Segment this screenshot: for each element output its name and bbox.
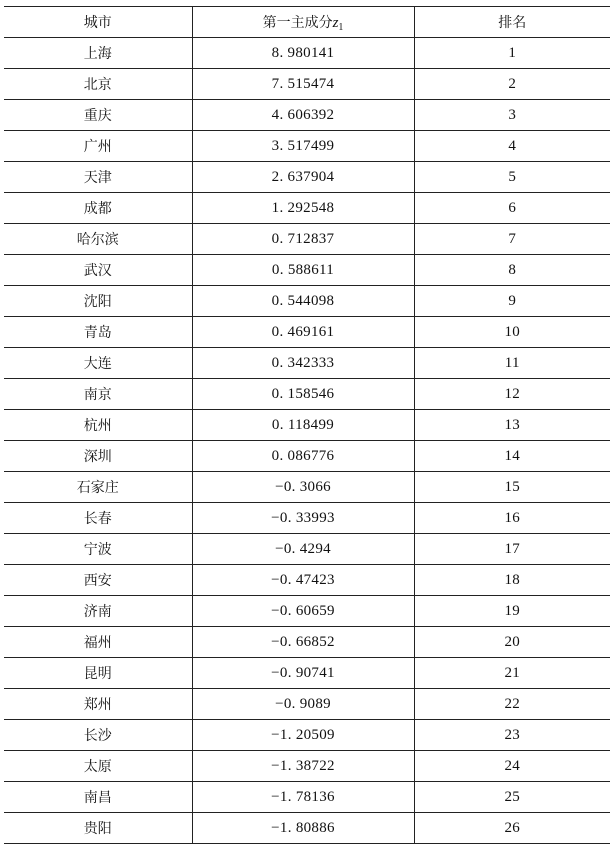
rank-cell: 25 (414, 782, 610, 813)
rank-cell: 3 (414, 100, 610, 131)
city-cell: 武汉 (4, 255, 192, 286)
rank-cell: 18 (414, 565, 610, 596)
table-row (4, 224, 610, 255)
score-cell: 0. 469161 (192, 317, 414, 348)
rank-cell: 13 (414, 410, 610, 441)
rank-cell: 22 (414, 689, 610, 720)
city-cell: 沈阳 (4, 286, 192, 317)
score-cell: 4. 606392 (192, 100, 414, 131)
table-row (4, 255, 610, 286)
score-cell: 3. 517499 (192, 131, 414, 162)
city-cell: 天津 (4, 162, 192, 193)
city-ranking-table (4, 6, 610, 844)
rank-cell: 19 (414, 596, 610, 627)
table-row (4, 162, 610, 193)
rank-cell: 24 (414, 751, 610, 782)
city-cell: 南昌 (4, 782, 192, 813)
city-cell: 太原 (4, 751, 192, 782)
city-cell: 济南 (4, 596, 192, 627)
rank-cell: 20 (414, 627, 610, 658)
rank-cell: 4 (414, 131, 610, 162)
city-cell: 郑州 (4, 689, 192, 720)
score-cell: 0. 086776 (192, 441, 414, 472)
rank-cell: 5 (414, 162, 610, 193)
city-cell: 福州 (4, 627, 192, 658)
table-row (4, 317, 610, 348)
table-header-row (4, 7, 610, 38)
table-row (4, 410, 610, 441)
header-first-principal-component (192, 7, 414, 38)
city-cell: 深圳 (4, 441, 192, 472)
table-row (4, 131, 610, 162)
city-cell: 成都 (4, 193, 192, 224)
table-row (4, 503, 610, 534)
city-cell: 上海 (4, 38, 192, 69)
rank-cell: 17 (414, 534, 610, 565)
score-cell: 8. 980141 (192, 38, 414, 69)
score-cell: −0. 3066 (192, 472, 414, 503)
score-cell: −1. 80886 (192, 813, 414, 844)
header-city: 城市 (4, 7, 192, 38)
header-score-subscript: 1 (338, 21, 344, 33)
score-cell: −1. 20509 (192, 720, 414, 751)
table-row (4, 534, 610, 565)
header-rank: 排名 (414, 7, 610, 38)
score-cell: 1. 292548 (192, 193, 414, 224)
rank-cell: 2 (414, 69, 610, 100)
city-cell: 南京 (4, 379, 192, 410)
rank-cell: 12 (414, 379, 610, 410)
score-cell: −0. 47423 (192, 565, 414, 596)
score-cell: 0. 712837 (192, 224, 414, 255)
city-cell: 长春 (4, 503, 192, 534)
score-cell: −0. 66852 (192, 627, 414, 658)
score-cell: −0. 4294 (192, 534, 414, 565)
rank-cell: 16 (414, 503, 610, 534)
score-cell: −0. 60659 (192, 596, 414, 627)
score-cell: 0. 588611 (192, 255, 414, 286)
city-cell: 大连 (4, 348, 192, 379)
city-cell: 广州 (4, 131, 192, 162)
header-score-label: 第一主成分 (262, 14, 333, 31)
score-cell: −1. 78136 (192, 782, 414, 813)
score-cell: 7. 515474 (192, 69, 414, 100)
table-row (4, 100, 610, 131)
ranking-table-container (4, 6, 610, 844)
score-cell: 0. 158546 (192, 379, 414, 410)
table-row (4, 348, 610, 379)
city-cell: 长沙 (4, 720, 192, 751)
rank-cell: 10 (414, 317, 610, 348)
table-row (4, 193, 610, 224)
table-row (4, 596, 610, 627)
rank-cell: 9 (414, 286, 610, 317)
score-cell: 2. 637904 (192, 162, 414, 193)
table-row (4, 658, 610, 689)
header-score-variable: z (332, 14, 339, 31)
city-cell: 重庆 (4, 100, 192, 131)
score-cell: 0. 544098 (192, 286, 414, 317)
city-cell: 青岛 (4, 317, 192, 348)
rank-cell: 23 (414, 720, 610, 751)
city-cell: 西安 (4, 565, 192, 596)
city-cell: 北京 (4, 69, 192, 100)
score-cell: −1. 38722 (192, 751, 414, 782)
city-cell: 石家庄 (4, 472, 192, 503)
score-cell: 0. 342333 (192, 348, 414, 379)
table-row (4, 720, 610, 751)
rank-cell: 8 (414, 255, 610, 286)
table-row (4, 472, 610, 503)
city-cell: 杭州 (4, 410, 192, 441)
table-row (4, 441, 610, 472)
rank-cell: 1 (414, 38, 610, 69)
rank-cell: 11 (414, 348, 610, 379)
score-cell: −0. 90741 (192, 658, 414, 689)
rank-cell: 14 (414, 441, 610, 472)
score-cell: 0. 118499 (192, 410, 414, 441)
table-row (4, 565, 610, 596)
table-row (4, 286, 610, 317)
score-cell: −0. 9089 (192, 689, 414, 720)
table-row (4, 627, 610, 658)
rank-cell: 21 (414, 658, 610, 689)
table-row (4, 751, 610, 782)
city-cell: 哈尔滨 (4, 224, 192, 255)
score-cell: −0. 33993 (192, 503, 414, 534)
table-row (4, 813, 610, 844)
city-cell: 贵阳 (4, 813, 192, 844)
table-body (4, 38, 610, 844)
table-row (4, 38, 610, 69)
table-row (4, 782, 610, 813)
table-row (4, 689, 610, 720)
table-row (4, 69, 610, 100)
rank-cell: 15 (414, 472, 610, 503)
city-cell: 宁波 (4, 534, 192, 565)
table-row (4, 379, 610, 410)
city-cell: 昆明 (4, 658, 192, 689)
rank-cell: 26 (414, 813, 610, 844)
rank-cell: 7 (414, 224, 610, 255)
rank-cell: 6 (414, 193, 610, 224)
